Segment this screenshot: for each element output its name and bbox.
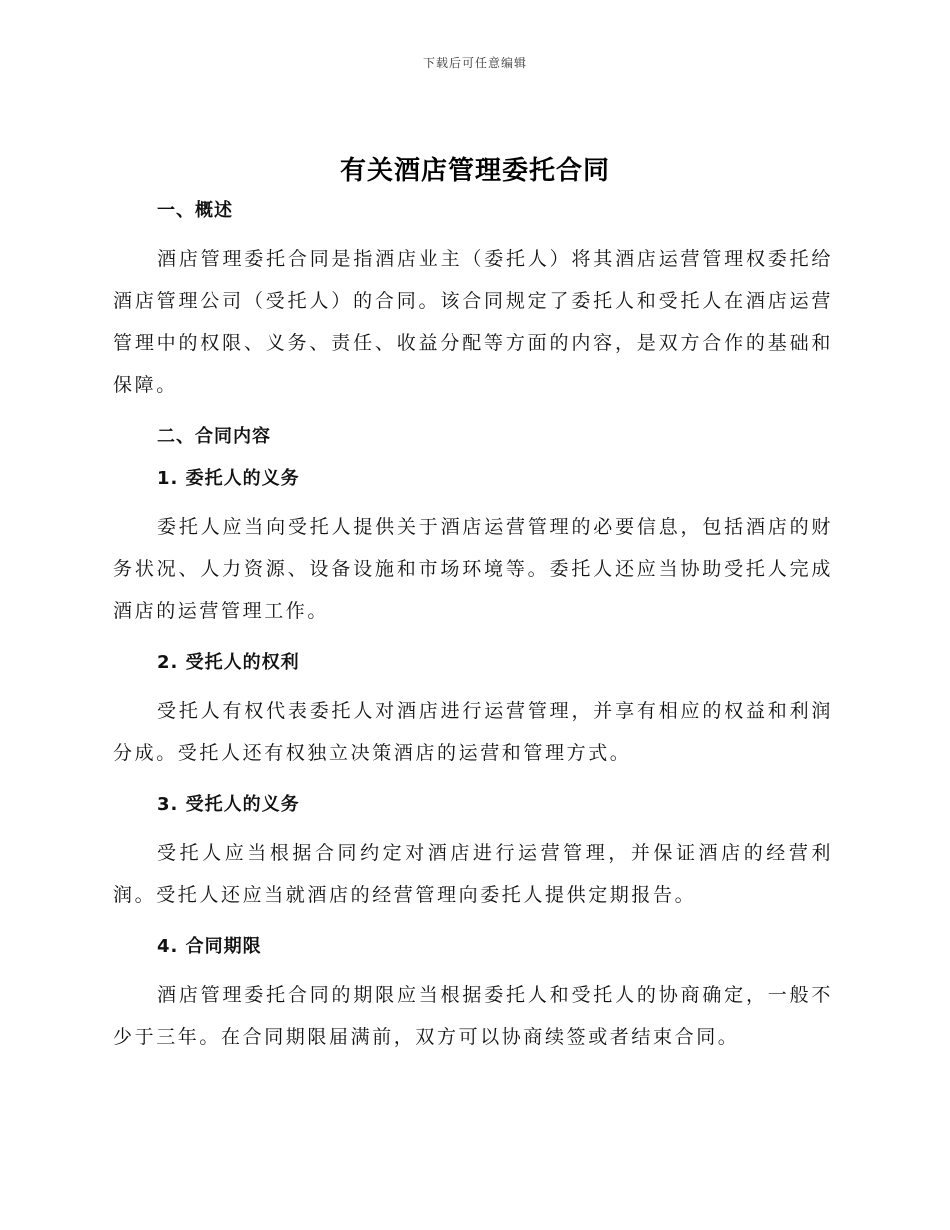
section-heading-overview: 一、概述 bbox=[157, 200, 233, 221]
subsection-heading-contract-term: 4. 合同期限 bbox=[157, 936, 262, 957]
section-heading-content: 二、合同内容 bbox=[157, 426, 271, 447]
header-note: 下载后可任意编辑 bbox=[422, 56, 527, 70]
document-body bbox=[113, 196, 833, 1058]
subsection-heading-trustee-obligations: 3. 受托人的义务 bbox=[157, 794, 300, 815]
contract-term-paragraph: 酒店管理委托合同的期限应当根据委托人和受托人的协商确定，一般不少于三年。在合同期限届满前，双方可以协商续签或者结束合同。 bbox=[113, 984, 833, 1048]
trustee-rights-paragraph: 受托人有权代表委托人对酒店进行运营管理，并享有相应的权益和利润分成。受托人还有权独立决策酒店的运营和管理方式。 bbox=[113, 700, 833, 764]
client-obligations-paragraph: 委托人应当向受托人提供关于酒店运营管理的必要信息，包括酒店的财务状况、人力资源、设备设施和市场环境等。委托人还应当协助受托人完成酒店的运营管理工作。 bbox=[113, 516, 833, 622]
trustee-obligations-paragraph: 受托人应当根据合同约定对酒店进行运营管理，并保证酒店的经营利润。受托人还应当就酒店的经营管理向委托人提供定期报告。 bbox=[113, 842, 833, 906]
document-title: 有关酒店管理委托合同 bbox=[339, 156, 610, 186]
overview-paragraph: 酒店管理委托合同是指酒店业主（委托人）将其酒店运营管理权委托给酒店管理公司（受托人）的合同。该合同规定了委托人和受托人在酒店运营管理中的权限、义务、责任、收益分配等方面的内容，是双方合作的基础和保障。 bbox=[113, 248, 833, 396]
subsection-heading-client-obligations: 1. 委托人的义务 bbox=[157, 468, 300, 489]
subsection-heading-trustee-rights: 2. 受托人的权利 bbox=[157, 652, 300, 673]
